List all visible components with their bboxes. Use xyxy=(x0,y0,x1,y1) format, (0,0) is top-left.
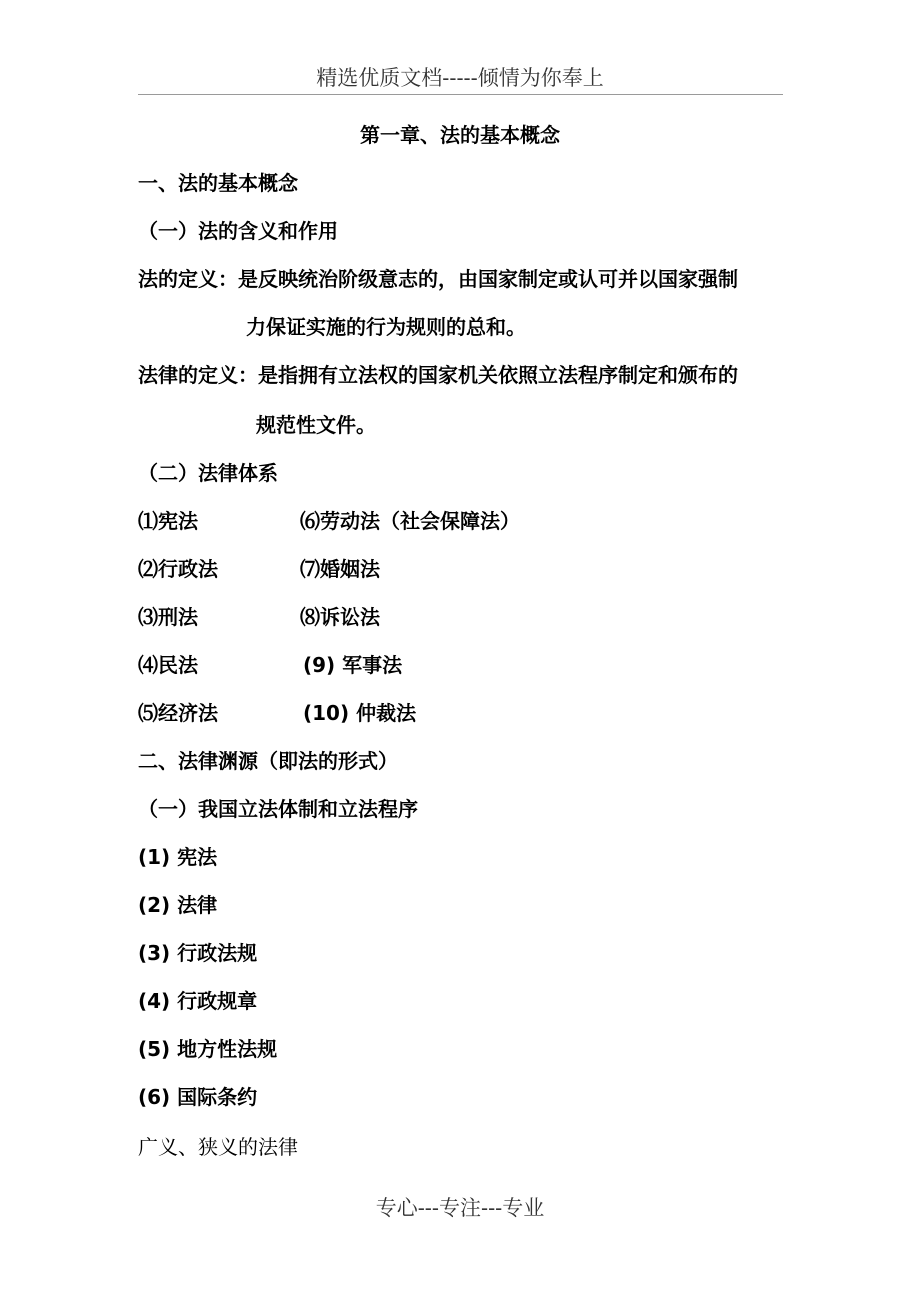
law-system-item: ⑵行政法 xyxy=(138,557,218,581)
law-system-item: (9) 军事法 xyxy=(303,653,403,677)
law-system-item: ⑶刑法 xyxy=(138,605,198,629)
legal-source-item: (4) 行政规章 xyxy=(138,989,258,1013)
law-system-item: ⑴宪法 xyxy=(138,509,198,533)
law-system-item: ⑻诉讼法 xyxy=(300,605,380,629)
law-definition-line-1: 法的定义：是反映统治阶级意志的，由国家制定或认可并以国家强制 xyxy=(138,267,738,291)
section-heading-2: 二、法律渊源（即法的形式） xyxy=(138,749,398,773)
legal-source-item: (5) 地方性法规 xyxy=(138,1037,278,1061)
legal-source-item: (2) 法律 xyxy=(138,893,218,917)
statute-definition-line-2: 规范性文件。 xyxy=(256,413,376,437)
statute-definition-line-1: 法律的定义：是指拥有立法权的国家机关依照立法程序制定和颁布的 xyxy=(138,363,738,387)
law-system-item: ⑹劳动法（社会保障法） xyxy=(300,509,520,533)
law-system-item: (10) 仲裁法 xyxy=(303,701,417,725)
legal-source-item: (1) 宪法 xyxy=(138,845,218,869)
subsection-heading-2: （二）法律体系 xyxy=(138,461,278,485)
law-system-item: ⑷民法 xyxy=(138,653,198,677)
broad-narrow-law-text: 广义、狭义的法律 xyxy=(138,1135,298,1159)
law-system-item: ⑺婚姻法 xyxy=(300,557,380,581)
law-definition-line-2: 力保证实施的行为规则的总和。 xyxy=(246,315,526,339)
law-system-item: ⑸经济法 xyxy=(138,701,218,725)
legal-source-item: (6) 国际条约 xyxy=(138,1085,258,1109)
subsection-heading-3: （一）我国立法体制和立法程序 xyxy=(138,797,418,821)
section-heading-1: 一、法的基本概念 xyxy=(138,171,298,195)
legal-source-item: (3) 行政法规 xyxy=(138,941,258,965)
page-header: 精选优质文档-----倾情为你奉上 xyxy=(316,66,604,90)
subsection-heading-1: （一）法的含义和作用 xyxy=(138,219,338,243)
page-footer: 专心---专注---专业 xyxy=(375,1196,545,1220)
chapter-title: 第一章、法的基本概念 xyxy=(360,123,560,147)
header-divider xyxy=(138,94,783,95)
